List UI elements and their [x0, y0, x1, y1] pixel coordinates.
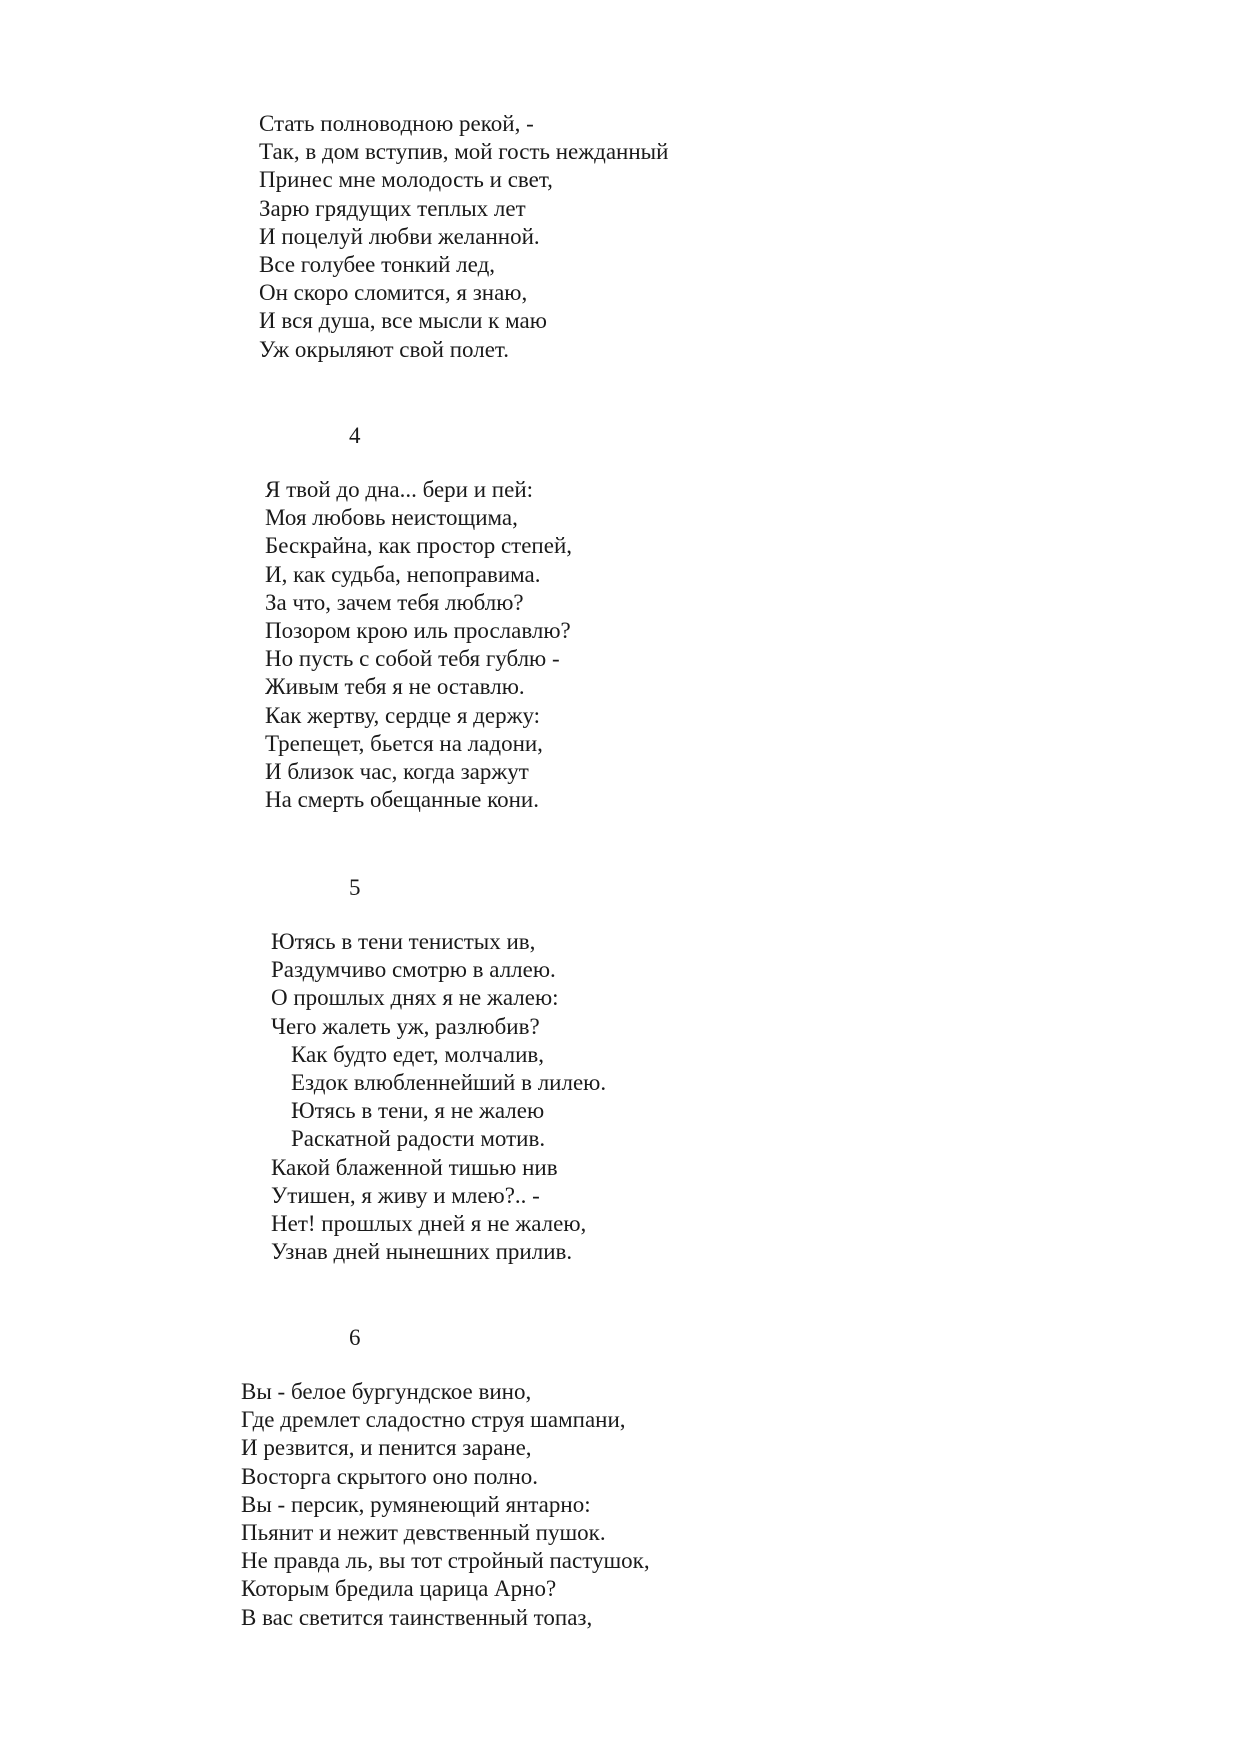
poem-line: Какой блаженной тишью нив	[271, 1154, 558, 1180]
poem-line: Ютясь в тени тенистых ив,	[271, 929, 536, 954]
poem-line: Так, в дом вступив, мой гость нежданный	[259, 139, 669, 165]
poem-line: Где дремлет сладостно струя шампани,	[241, 1407, 626, 1433]
poem-line: И близок час, когда заржут	[265, 759, 529, 785]
poem-line: Восторга скрытого оно полно.	[241, 1463, 539, 1489]
poem-line: Не правда ль, вы тот стройный пастушок,	[241, 1548, 650, 1574]
poem-line-indented: Ютясь в тени, я не жалею	[291, 1098, 545, 1124]
poem-line: О прошлых днях я не жалею:	[271, 985, 559, 1011]
poem-3-continuation	[259, 110, 668, 364]
poem-line: На смерть обещанные кони.	[265, 787, 539, 813]
poem-line: И вся душа, все мысли к маю	[259, 308, 547, 334]
poem-line: Он скоро сломится, я знаю,	[259, 280, 528, 306]
poem-line: Но пусть с собой тебя гублю -	[265, 646, 560, 672]
poem-line: Позором крою иль прославлю?	[265, 618, 571, 644]
poem-line: Пьянит и нежит девственный пушок.	[241, 1520, 606, 1546]
poem-line: Живым тебя я не оставлю.	[265, 674, 525, 700]
poem-line: И резвится, и пенится заране,	[241, 1435, 532, 1461]
poem-line: Трепещет, бьется на ладони,	[265, 730, 543, 756]
poem-line-indented: Ездок влюбленнейший в лилею.	[291, 1070, 607, 1096]
poem-line: За что, зачем тебя люблю?	[265, 589, 524, 615]
poem-line: Я твой до дна... бери и пей:	[265, 477, 534, 502]
poem-line: Все голубее тонкий лед,	[259, 252, 496, 278]
poem-line: Чего жалеть уж, разлюбив?	[271, 1013, 540, 1039]
poem-number: 5	[349, 875, 361, 900]
poem-line: И поцелуй любви желанной.	[259, 223, 540, 249]
poem-line: Нет! прошлых дней я не жалею,	[271, 1211, 587, 1237]
poem-line: И, как судьба, непоправима.	[265, 561, 541, 587]
poem-line: Узнав дней нынешних прилив.	[271, 1239, 573, 1265]
poem-line-indented: Как будто едет, молчалив,	[291, 1041, 544, 1067]
poem-line-indented: Раскатной радости мотив.	[291, 1126, 546, 1152]
poem-line: Вы - персик, румянеющий янтарно:	[241, 1491, 591, 1517]
poem-number: 4	[349, 423, 361, 448]
poem-line: Которым бредила царица Арно?	[241, 1576, 557, 1602]
poem-line: Вы - белое бургундское вино,	[241, 1379, 532, 1404]
poem-line: Стать полноводною рекой, -	[259, 111, 534, 136]
poem-line: Принес мне молодость и свет,	[259, 167, 553, 193]
poem-line: В вас светится таинственный топаз,	[241, 1604, 593, 1630]
poem-6	[241, 1378, 650, 1632]
poem-line: Как жертву, сердце я держу:	[265, 702, 541, 728]
poem-5	[271, 928, 606, 1266]
poem-4	[265, 476, 572, 814]
poem-line: Уж окрыляют свой полет.	[259, 336, 510, 362]
poem-line: Зарю грядущих теплых лет	[259, 195, 526, 221]
poem-line: Моя любовь неистощима,	[265, 505, 518, 531]
poem-line: Раздумчиво смотрю в аллею.	[271, 957, 556, 983]
poem-line: Бескрайна, как простор степей,	[265, 533, 572, 559]
poem-number: 6	[349, 1325, 361, 1350]
poem-line: Утишен, я живу и млею?.. -	[271, 1182, 540, 1208]
